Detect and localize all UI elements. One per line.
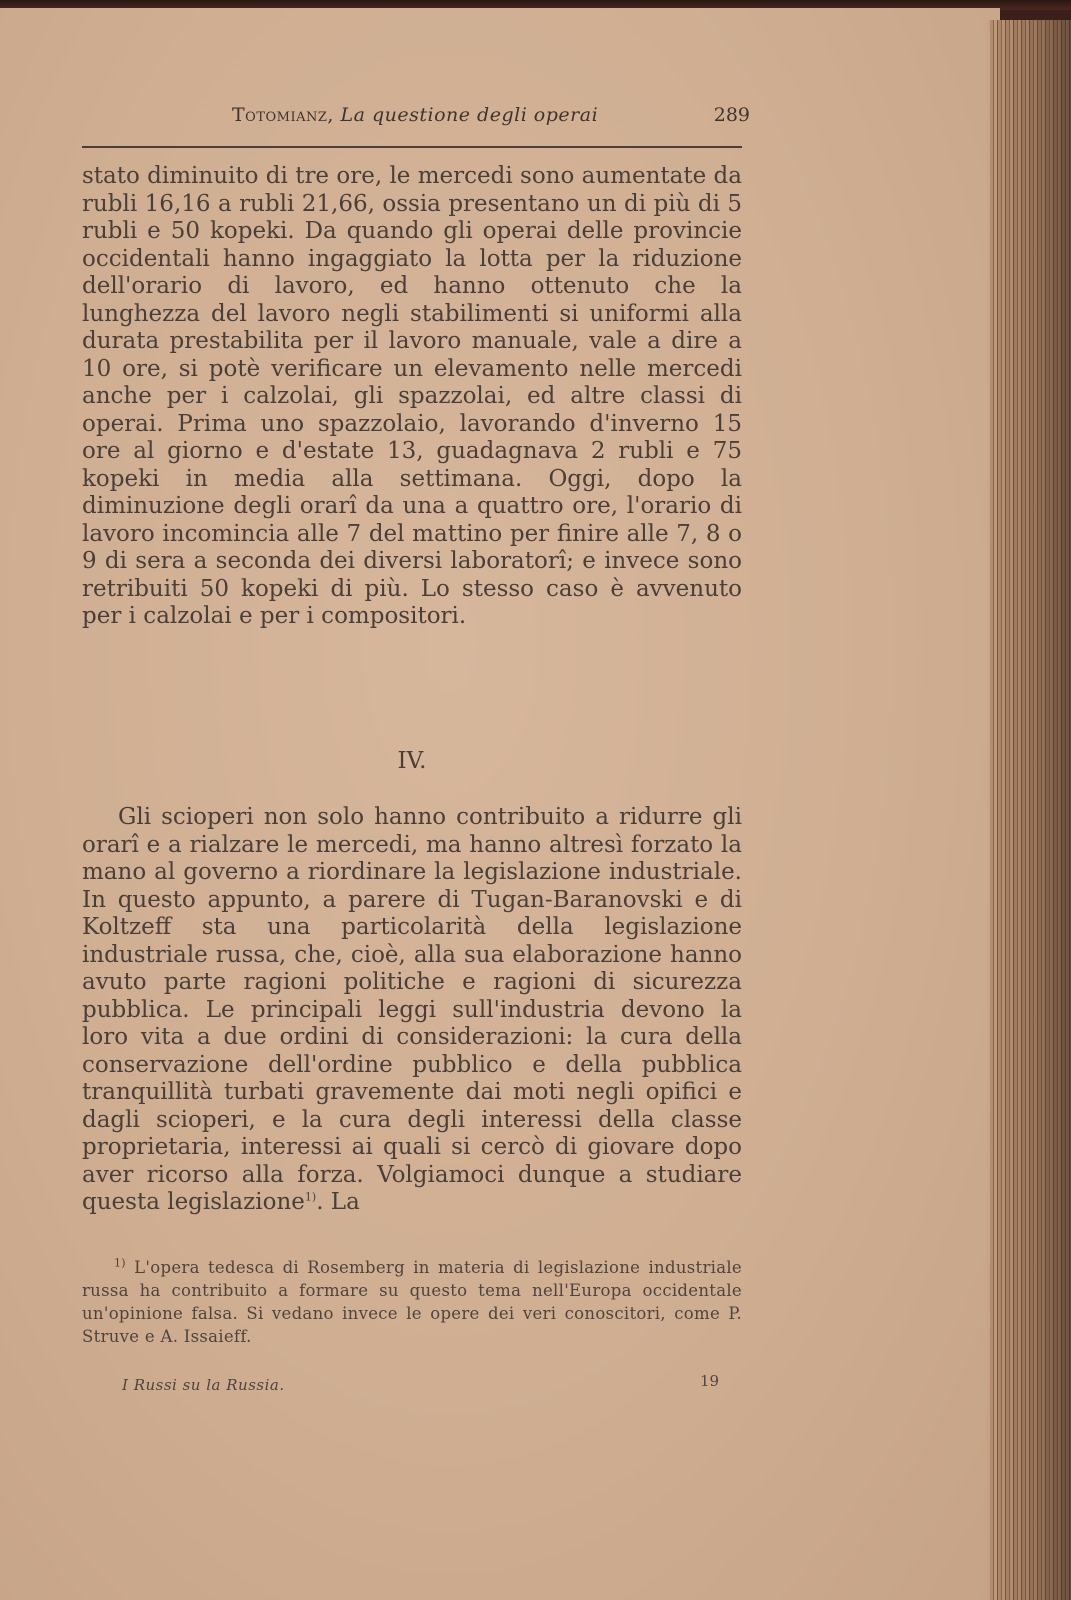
header-work-title: La questione degli operai xyxy=(340,104,599,126)
signature-number: 19 xyxy=(700,1372,720,1390)
header-rule xyxy=(82,146,742,148)
running-title xyxy=(232,104,598,126)
paragraph-2-tail: . La xyxy=(316,1189,360,1215)
paragraph-2 xyxy=(82,804,742,1217)
paragraph-1: stato diminuito di tre ore, le mercedi sono aumentate da rubli 16,16 a rubli 21,66, ossia presentano un di più di 5 rubli e 50 kopeki. Da quando gli operai delle provincie occidentali hanno ingaggiato la lotta per la riduzione dell'orario di lavoro, ed hanno ottenuto che la lunghezza del lavoro negli stabilimenti si uniformi alla durata prestabilita per il lavoro manuale, vale a dire a 10 ore, si potè verificare un elevamento nelle mercedi anche per i calzolai, gli spazzolai, ed altre classi di operai. Prima uno spazzolaio, lavorando d'inverno 15 ore al giorno e d'estate 13, guadagnava 2 rubli e 75 kopeki in media alla settimana. Oggi, dopo la diminuzione degli orarî da una a quattro ore, l'orario di lavoro incomincia alle 7 del mattino per finire alle 7, 8 o 9 di sera a seconda dei diversi laboratorî; e invece sono retribuiti 50 kopeki di più. Lo stesso caso è avvenuto per i calzolai e per i compositori. xyxy=(82,163,742,629)
footnote-reference: 1) xyxy=(304,1190,317,1204)
page-edge-shadow xyxy=(985,20,1071,1600)
signature-title: I Russi su la Russia. xyxy=(122,1376,285,1394)
section-heading: IV. xyxy=(397,748,427,774)
running-header xyxy=(82,104,750,134)
footnote-mark: 1) xyxy=(114,1256,126,1270)
footnote xyxy=(82,1256,742,1348)
page-number: 289 xyxy=(713,104,750,126)
footnote-text: L'opera tedesca di Rosemberg in materia di legislazione industriale russa ha contribuito a formare su questo tema nell'Europa occidentale un'opinione falsa. Si vedano invece le opere dei veri conoscitori, come P. Struve e A. Issaieff. xyxy=(82,1258,742,1346)
paragraph-2-text: Gli scioperi non solo hanno contribuito a ridurre gli orarî e a rialzare le mercedi, ma hanno altresì forzato la mano al governo a riordinare la legislazione industriale. In questo appunto, a parere di Tugan-Baranovski e di Koltzeff sta una particolarità della legislazione industriale russa, che, cioè, alla sua elaborazione hanno avuto parte ragioni politiche e ragioni di sicurezza pubblica. Le principali leggi sull'industria devono la loro vita a due ordini di considerazioni: la cura della conservazione dell'ordine pubblico e della pubblica tranquillità turbati gravemente dai moti negli opifici e dagli scioperi, e la cura degli interessi della classe proprietaria, interessi ai quali si cercò di giovare dopo aver ricorso alla forza. Volgiamoci dunque a studiare questa legislazione xyxy=(82,804,742,1215)
header-author: Totomianz, xyxy=(232,104,334,126)
